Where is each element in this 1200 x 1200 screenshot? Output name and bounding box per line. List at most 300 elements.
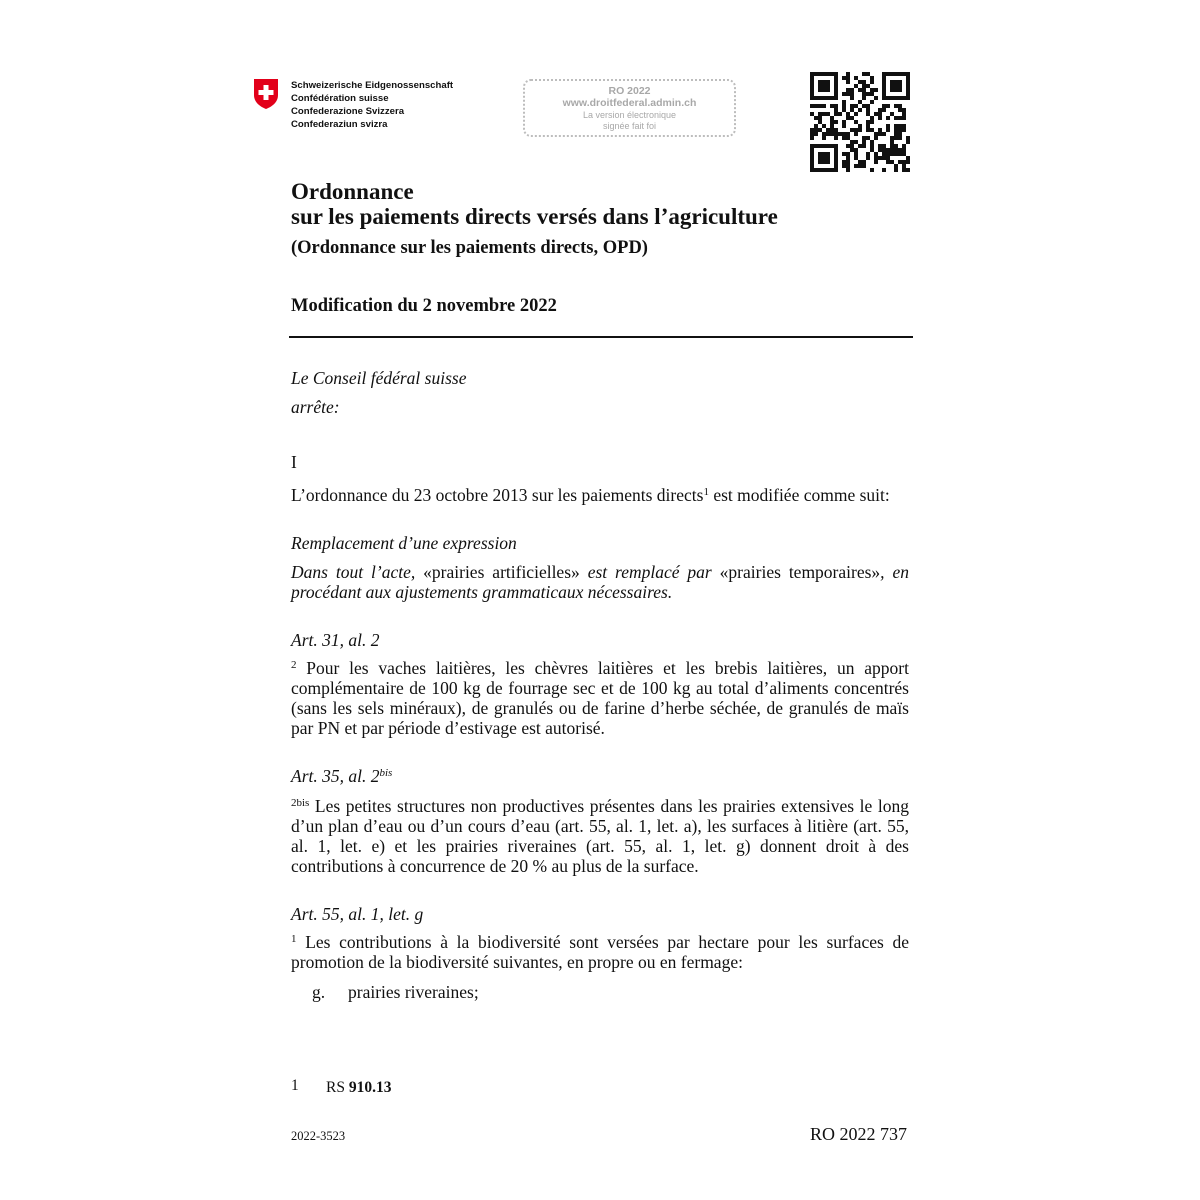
qr-module [906,96,910,100]
qr-module [854,164,858,168]
qr-module [882,96,886,100]
qr-module [894,152,898,156]
qr-module [850,116,854,120]
document-number: 2022-3523 [291,1129,346,1143]
qr-module [906,160,910,164]
qr-module [898,72,902,76]
qr-module [850,128,854,132]
qr-module [882,88,886,92]
qr-module [890,160,894,164]
page-reference: RO 2022 737 [810,1124,908,1144]
qr-module [822,144,826,148]
qr-module [850,96,854,100]
art35-heading [291,766,392,786]
paragraph-number: 2 [291,659,297,671]
qr-module [818,128,822,132]
qr-module [866,136,870,140]
qr-module [906,156,910,160]
replacement-quote-old: «prairies artificielles» [423,562,580,582]
qr-module [842,124,846,128]
qr-module [870,120,874,124]
qr-module [894,168,898,172]
qr-module [902,96,906,100]
qr-module [834,136,838,140]
qr-module [842,76,846,80]
paragraph-number: 1 [291,933,297,945]
qr-module [850,108,854,112]
qr-module [854,112,858,116]
document-short-title: (Ordonnance sur les paiements directs, OPD) [291,238,648,258]
qr-module [898,108,902,112]
qr-module [902,108,906,112]
qr-module [870,100,874,104]
qr-module [822,168,826,172]
qr-module [894,88,898,92]
qr-module [874,132,878,136]
qr-module [834,104,838,108]
qr-module [850,88,854,92]
qr-module [886,116,890,120]
qr-module [894,104,898,108]
qr-module [862,140,866,144]
qr-module [850,144,854,148]
qr-module [894,164,898,168]
qr-module [834,160,838,164]
qr-module [810,144,814,148]
qr-module [862,88,866,92]
qr-module [870,140,874,144]
qr-module [842,136,846,140]
qr-module [882,80,886,84]
qr-module [866,108,870,112]
qr-module [846,168,850,172]
qr-module [858,100,862,104]
qr-module [818,152,822,156]
qr-module [818,116,822,120]
qr-module [898,124,902,128]
qr-module [906,168,910,172]
footnote-number: 1 [291,1077,299,1094]
qr-module [830,72,834,76]
qr-module [882,108,886,112]
footnote-ref: 1 [703,486,709,498]
qr-module [822,152,826,156]
paragraph-number: 2bis [291,797,310,809]
qr-module [870,92,874,96]
qr-module [898,104,902,108]
qr-module [826,156,830,160]
qr-module [838,112,842,116]
qr-module [846,156,850,160]
qr-module [810,88,814,92]
list-item-letter: g. [312,982,326,1002]
qr-module [866,104,870,108]
qr-module [822,160,826,164]
qr-module [878,148,882,152]
qr-module [858,164,862,168]
qr-module [810,72,814,76]
stamp-url: www.droitfederal.admin.ch [562,97,697,109]
qr-module [858,108,862,112]
qr-module [874,96,878,100]
qr-module [870,144,874,148]
stamp-line: RO 2022 [608,85,651,97]
qr-module [866,84,870,88]
qr-module [846,132,850,136]
replacement-paragraph [291,562,909,602]
qr-module [898,132,902,136]
section-number: I [291,452,297,472]
qr-module [810,148,814,152]
confederation-line: Confederazione Svizzera [291,106,405,117]
qr-module [866,152,870,156]
qr-module [846,72,850,76]
qr-module [890,80,894,84]
qr-module [870,88,874,92]
qr-module [850,92,854,96]
qr-module [826,88,830,92]
qr-module [886,160,890,164]
qr-module [822,156,826,160]
qr-module [894,80,898,84]
qr-module [834,112,838,116]
signature-stamp [523,79,736,137]
art55-paragraph [291,932,909,972]
qr-module [834,152,838,156]
qr-module [818,144,822,148]
qr-module [906,84,910,88]
qr-module [834,120,838,124]
qr-module [886,128,890,132]
qr-module [858,124,862,128]
qr-module [906,76,910,80]
qr-module [834,108,838,112]
replacement-quote-new: «prairies temporaires» [719,562,881,582]
stamp-line: La version électronique [582,110,677,120]
qr-module [894,116,898,120]
qr-module [822,104,826,108]
qr-module [902,144,906,148]
qr-module [834,80,838,84]
qr-module [826,72,830,76]
document-title: Ordonnance [291,179,414,204]
qr-module [870,148,874,152]
qr-module [850,104,854,108]
qr-module [818,168,822,172]
qr-module [854,128,858,132]
art35-paragraph [291,796,909,876]
qr-module [822,88,826,92]
qr-module [810,96,814,100]
qr-module [842,92,846,96]
qr-module [834,128,838,132]
qr-module [822,84,826,88]
qr-module [898,128,902,132]
qr-module [874,156,878,160]
qr-module [818,120,822,124]
qr-module [830,96,834,100]
replacement-text: , en procédant aux ajustements grammaticaux nécessaires. [291,562,909,602]
qr-module [878,132,882,136]
qr-module [826,128,830,132]
qr-module [874,136,878,140]
qr-module [894,144,898,148]
qr-module [814,72,818,76]
qr-module [826,112,830,116]
qr-module [818,96,822,100]
qr-module [818,72,822,76]
qr-module [882,76,886,80]
qr-module [862,84,866,88]
qr-module [886,96,890,100]
qr-module [846,136,850,140]
qr-module [822,112,826,116]
qr-module [874,160,878,164]
intro-text: L’ordonnance du 23 octobre 2013 sur les paiements directs [291,485,704,505]
qr-module [898,148,902,152]
qr-module [906,72,910,76]
replacement-text: Dans tout l’acte, [291,562,424,582]
art55-text: Les contributions à la biodiversité sont versées par hectare pour les surfaces de promotion de la biodiversité suivantes, en propre ou en fermage: [291,932,909,972]
qr-module [898,96,902,100]
qr-module [862,80,866,84]
art31-paragraph [291,658,909,738]
qr-module [882,104,886,108]
qr-module [814,96,818,100]
qr-module [834,164,838,168]
qr-module [894,128,898,132]
qr-module [902,168,906,172]
qr-module [838,132,842,136]
qr-module [810,84,814,88]
title-divider [289,336,913,338]
qr-module [842,152,846,156]
qr-module [850,140,854,144]
qr-module [898,88,902,92]
qr-module [854,132,858,136]
qr-module [866,112,870,116]
qr-module [906,140,910,144]
footnote-prefix: RS [326,1079,349,1096]
qr-module [830,168,834,172]
qr-module [846,144,850,148]
qr-module [846,116,850,120]
qr-module [862,136,866,140]
qr-module [834,132,838,136]
qr-module [822,132,826,136]
qr-module [810,152,814,156]
qr-module [882,92,886,96]
qr-module [814,124,818,128]
qr-module [842,120,846,124]
qr-module [830,144,834,148]
qr-module [826,132,830,136]
qr-module [866,128,870,132]
qr-module [862,104,866,108]
qr-module [834,72,838,76]
qr-module [826,144,830,148]
qr-module [866,92,870,96]
qr-module [854,104,858,108]
qr-module [822,124,826,128]
qr-code-icon [810,72,910,172]
qr-module [814,116,818,120]
qr-module [822,80,826,84]
confederation-names [291,79,453,131]
art35-heading-sup: bis [379,767,393,779]
qr-module [878,156,882,160]
document-subtitle: sur les paiements directs versés dans l’agriculture [291,204,778,229]
intro-paragraph [291,485,890,505]
qr-module [886,124,890,128]
qr-module [810,156,814,160]
qr-module [834,96,838,100]
qr-module [882,156,886,160]
qr-module [886,72,890,76]
qr-module [870,76,874,80]
qr-module [894,148,898,152]
art31-heading: Art. 31, al. 2 [291,630,380,650]
qr-module [814,168,818,172]
qr-module [890,148,894,152]
qr-module [846,112,850,116]
qr-module [878,128,882,132]
confederation-line: Confédération suisse [291,93,389,104]
modification-date: Modification du 2 novembre 2022 [291,296,557,316]
qr-module [846,92,850,96]
qr-module [862,96,866,100]
qr-module [886,104,890,108]
qr-module [818,104,822,108]
qr-module [810,128,814,132]
qr-module [890,88,894,92]
intro-text-after: est modifiée comme suit: [708,485,890,505]
qr-module [890,152,894,156]
swiss-flag-icon [252,78,280,110]
confederation-line: Schweizerische Eidgenossenschaft [291,80,454,91]
qr-module [866,156,870,160]
qr-module [846,160,850,164]
qr-module [826,84,830,88]
qr-module [818,160,822,164]
qr-module [898,152,902,156]
qr-module [854,140,858,144]
qr-module [854,156,858,160]
qr-module [902,112,906,116]
qr-module [886,152,890,156]
qr-module [830,120,834,124]
qr-module [810,80,814,84]
qr-module [862,92,866,96]
qr-module [814,132,818,136]
art35-heading-text: Art. 35, al. 2 [291,766,380,786]
qr-module [810,164,814,168]
qr-module [902,164,906,168]
qr-module [870,116,874,120]
qr-module [822,96,826,100]
qr-module [834,76,838,80]
qr-module [866,124,870,128]
qr-module [814,104,818,108]
qr-module [818,112,822,116]
qr-module [854,152,858,156]
qr-module [882,168,886,172]
qr-module [858,128,862,132]
qr-module [882,84,886,88]
confederation-line: Confederaziun svizra [291,119,388,130]
qr-module [890,96,894,100]
qr-module [826,152,830,156]
qr-module [902,152,906,156]
qr-module [858,144,862,148]
qr-module [846,80,850,84]
qr-module [890,140,894,144]
list-item-text: prairies riveraines; [348,982,479,1002]
qr-module [830,132,834,136]
qr-module [898,80,902,84]
qr-module [902,160,906,164]
qr-module [902,72,906,76]
qr-module [818,88,822,92]
qr-module [810,104,814,108]
qr-module [862,160,866,164]
qr-module [826,168,830,172]
stamp-line: signée fait foi [602,121,657,131]
qr-module [890,112,894,116]
qr-module [906,136,910,140]
qr-module [810,132,814,136]
qr-module [858,160,862,164]
qr-module [898,84,902,88]
qr-module [894,96,898,100]
qr-module [874,152,878,156]
qr-module [822,136,826,140]
qr-module [874,88,878,92]
qr-module [834,156,838,160]
preamble-decree: arrête: [291,397,340,417]
qr-module [898,136,902,140]
qr-module [830,104,834,108]
qr-module [842,164,846,168]
art35-text: Les petites structures non productives présentes dans les prairies extensives le long d’un plan d’eau ou d’un cours d’eau (art. 55, al. 1, let. a), les surfaces à litière (art. 55, al. 1, let. e) et les prairies riveraines (art. 55, al. 1, let. g) donnent droit à des contributions à concurrence de 20 % au plus de la surface. [291,796,909,876]
qr-module [862,164,866,168]
qr-module [886,156,890,160]
qr-module [834,144,838,148]
qr-module [894,84,898,88]
qr-module [842,100,846,104]
qr-module [822,72,826,76]
qr-module [830,116,834,120]
qr-module [834,168,838,172]
qr-module [866,120,870,124]
qr-module [810,92,814,96]
qr-module [894,136,898,140]
qr-module [854,84,858,88]
art55-heading: Art. 55, al. 1, let. g [291,904,424,924]
qr-module [902,124,906,128]
qr-module [810,112,814,116]
qr-module [854,76,858,80]
qr-module [818,80,822,84]
qr-module [858,88,862,92]
qr-module [834,92,838,96]
qr-module [866,72,870,76]
qr-module [902,116,906,120]
qr-module [882,144,886,148]
qr-module [870,168,874,172]
footnote-text [326,1079,391,1097]
qr-module [906,88,910,92]
